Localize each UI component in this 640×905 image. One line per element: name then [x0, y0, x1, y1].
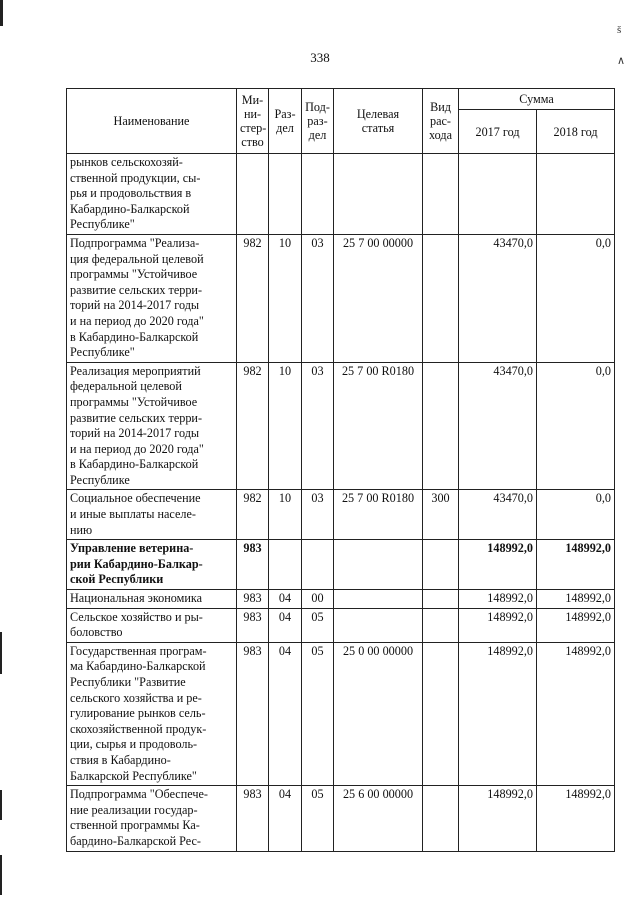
- row-target-cell: [334, 608, 423, 642]
- row-2017-cell: 43470,0: [459, 362, 537, 490]
- row-target-cell: [334, 154, 423, 235]
- row-name-cell: Подпрограмма "Обеспече- ние реализации государ- ственной программы Ка- бардино-Балкарской Рес-: [67, 786, 237, 851]
- row-2018-cell: 148992,0: [537, 642, 615, 785]
- row-name-cell: Реализация мероприятий федеральной целевой программы "Устойчивое развитие сельских терри- торий на 2014-2017 годы и на период до 2020 года" в Кабардино-Балкарской Республике: [67, 362, 237, 490]
- row-section-cell: 04: [269, 608, 302, 642]
- row-subsection-cell: 05: [302, 608, 334, 642]
- budget-table: [66, 88, 615, 852]
- row-2017-cell: 148992,0: [459, 642, 537, 785]
- header-ministry: Ми- ни- стер- ство: [237, 89, 269, 154]
- row-2018-cell: 148992,0: [537, 786, 615, 851]
- row-subsection-cell: 00: [302, 590, 334, 609]
- table-row: [67, 786, 615, 851]
- row-subsection-cell: 03: [302, 490, 334, 540]
- row-subsection-cell: 05: [302, 786, 334, 851]
- header-sum: Сумма: [459, 89, 615, 110]
- table-row: [67, 590, 615, 609]
- row-section-cell: 10: [269, 362, 302, 490]
- row-2017-cell: 148992,0: [459, 540, 537, 590]
- row-2018-cell: 148992,0: [537, 608, 615, 642]
- row-subsection-cell: [302, 154, 334, 235]
- header-expense-type: Вид рас- хода: [423, 89, 459, 154]
- row-ministry-cell: 983: [237, 786, 269, 851]
- corner-mark: š: [617, 24, 622, 36]
- row-ministry-cell: 982: [237, 490, 269, 540]
- row-ministry-cell: 982: [237, 234, 269, 362]
- row-target-cell: 25 6 00 00000: [334, 786, 423, 851]
- header-target: Целевая статья: [334, 89, 423, 154]
- row-target-cell: 25 7 00 R0180: [334, 490, 423, 540]
- row-section-cell: 10: [269, 490, 302, 540]
- row-expense-type-cell: [423, 154, 459, 235]
- scan-edge-mark: [0, 632, 2, 674]
- row-name-cell: Государственная програм- ма Кабардино-Балкарской Республики "Развитие сельского хозяйства и ре- гулирование рынков сель- скохозяйственной продук- ции, сырья и продоволь- ствия в Кабардино- Балкарской Республике": [67, 642, 237, 785]
- row-2018-cell: 148992,0: [537, 540, 615, 590]
- table-row: [67, 362, 615, 490]
- row-expense-type-cell: [423, 540, 459, 590]
- row-target-cell: 25 0 00 00000: [334, 642, 423, 785]
- table-row: [67, 234, 615, 362]
- header-section: Раз- дел: [269, 89, 302, 154]
- row-2017-cell: 43470,0: [459, 490, 537, 540]
- row-2018-cell: 0,0: [537, 362, 615, 490]
- scan-edge-mark: [0, 0, 3, 26]
- header-subsection: Под- раз- дел: [302, 89, 334, 154]
- row-name-cell: Социальное обеспечение и иные выплаты населе- нию: [67, 490, 237, 540]
- scan-edge-mark: [0, 855, 2, 895]
- row-ministry-cell: 983: [237, 642, 269, 785]
- table-row: [67, 490, 615, 540]
- row-target-cell: 25 7 00 R0180: [334, 362, 423, 490]
- row-2017-cell: 43470,0: [459, 234, 537, 362]
- table-row: [67, 154, 615, 235]
- corner-mark: ∧: [617, 55, 626, 67]
- row-ministry-cell: 983: [237, 590, 269, 609]
- row-2017-cell: 148992,0: [459, 608, 537, 642]
- row-name-cell: Национальная экономика: [67, 590, 237, 609]
- row-section-cell: 04: [269, 786, 302, 851]
- scan-edge-mark: [0, 790, 2, 820]
- row-expense-type-cell: [423, 786, 459, 851]
- row-2017-cell: [459, 154, 537, 235]
- row-name-cell: Сельское хозяйство и ры- боловство: [67, 608, 237, 642]
- row-2018-cell: [537, 154, 615, 235]
- row-section-cell: 04: [269, 590, 302, 609]
- row-expense-type-cell: [423, 590, 459, 609]
- table-row: [67, 642, 615, 785]
- row-expense-type-cell: [423, 642, 459, 785]
- row-section-cell: 04: [269, 642, 302, 785]
- row-name-cell: Подпрограмма "Реализа- ция федеральной целевой программы "Устойчивое развитие сельских терри- торий на 2014-2017 годы и на период до 2020 года" в Кабардино-Балкарской Республике": [67, 234, 237, 362]
- row-section-cell: [269, 154, 302, 235]
- header-year-2018: 2018 год: [537, 110, 615, 154]
- row-expense-type-cell: [423, 608, 459, 642]
- row-subsection-cell: 03: [302, 362, 334, 490]
- header-name: Наименование: [67, 89, 237, 154]
- row-subsection-cell: [302, 540, 334, 590]
- row-target-cell: 25 7 00 00000: [334, 234, 423, 362]
- row-ministry-cell: 983: [237, 540, 269, 590]
- row-section-cell: 10: [269, 234, 302, 362]
- row-ministry-cell: [237, 154, 269, 235]
- row-expense-type-cell: 300: [423, 490, 459, 540]
- row-name-cell: рынков сельскохозяй- ственной продукции, сы- рья и продовольствия в Кабардино-Балкарской Республике": [67, 154, 237, 235]
- row-2017-cell: 148992,0: [459, 786, 537, 851]
- row-name-cell: Управление ветерина- рии Кабардино-Балкар- ской Республики: [67, 540, 237, 590]
- row-target-cell: [334, 590, 423, 609]
- table-row: [67, 608, 615, 642]
- row-ministry-cell: 983: [237, 608, 269, 642]
- row-ministry-cell: 982: [237, 362, 269, 490]
- row-expense-type-cell: [423, 234, 459, 362]
- row-2018-cell: 0,0: [537, 234, 615, 362]
- row-subsection-cell: 05: [302, 642, 334, 785]
- row-target-cell: [334, 540, 423, 590]
- row-section-cell: [269, 540, 302, 590]
- row-expense-type-cell: [423, 362, 459, 490]
- row-2017-cell: 148992,0: [459, 590, 537, 609]
- row-2018-cell: 0,0: [537, 490, 615, 540]
- row-2018-cell: 148992,0: [537, 590, 615, 609]
- page-number: 338: [310, 50, 330, 65]
- header-year-2017: 2017 год: [459, 110, 537, 154]
- row-subsection-cell: 03: [302, 234, 334, 362]
- table-row: [67, 540, 615, 590]
